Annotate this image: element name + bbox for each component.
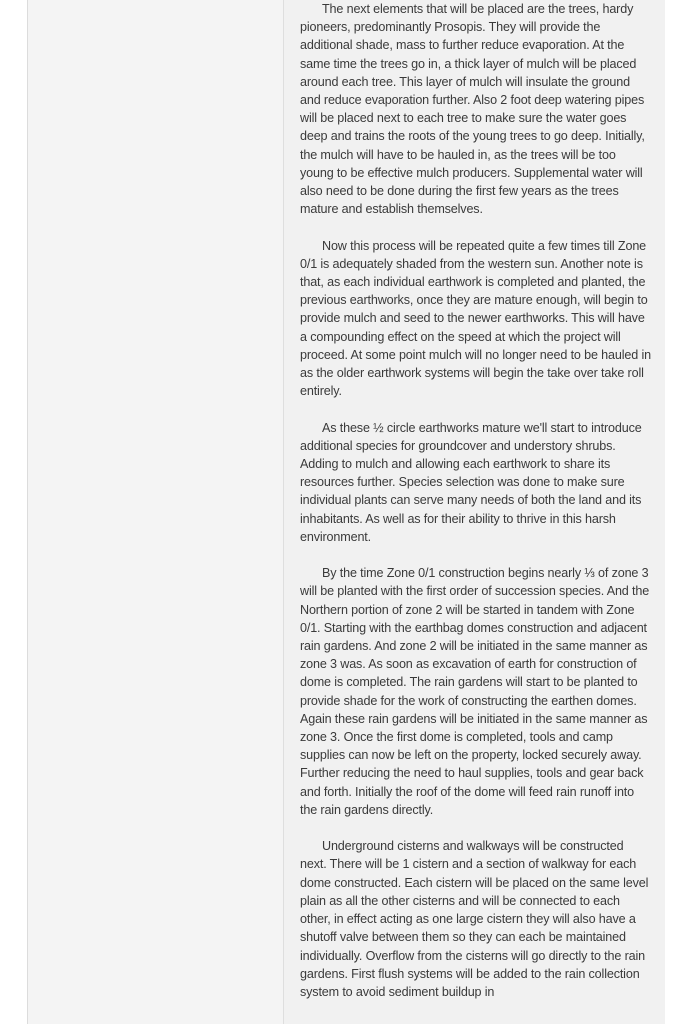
page-container [27, 0, 665, 1024]
paragraph-earthworks-mature: As these ½ circle earthworks mature we'll start to introduce additional species for groundcover and understory shrubs. Adding to mulch and allowing each earthwork to share its resources further. Species selection was done to make sure individual plants can serve many needs of both the land and its inhabitants. As well as for their ability to thrive in this harsh environment. [300, 420, 642, 544]
paragraph-trees: The next elements that will be placed are the trees, hardy pioneers, predominantly Prosopis. They will provide the additional shade, mass to further reduce evaporation. At the same time the trees go in, a thick layer of mulch will be placed around each tree. This layer of mulch will insulate the ground and reduce evaporation further. Also 2 foot deep watering pipes will be placed next to each tree to make sure the water goes deep and trains the roots of the young trees to go deep. Initially, the mulch will have to be hauled in, as the trees will be too young to be effective mulch producers. Supplemental water will also need to be done during the first few years as the trees mature and establish themselves. [300, 2, 645, 217]
sidebar-column [28, 0, 283, 1024]
content-column[interactable] [283, 0, 665, 1024]
paragraph-zone-shading: Now this process will be repeated quite a few times till Zone 0/1 is adequately shaded from the western sun. Another note is that, as each individual earthwork is completed and planted, the previous earthworks, once they are mature enough, will begin to provide mulch and seed to the newer earthworks. This will have a compounding effect on the speed at which the project will proceed. At some point mulch will no longer need to be hauled in as the older earthwork systems will begin the take over take roll entirely. [300, 238, 651, 399]
paragraph-zone-construction: By the time Zone 0/1 construction begins nearly ⅓ of zone 3 will be planted with the first order of succession species. And the Northern portion of zone 2 will be started in tandem with Zone 0/1. Starting with the earthbag domes construction and adjacent rain gardens. And zone 2 will be initiated in the same manner as zone 3 was. As soon as excavation of earth for construction of dome is completed. The rain gardens will start to be planted to provide shade for the work of constructing the earthen domes. Again these rain gardens will be initiated in the same manner as zone 3. Once the first dome is completed, tools and camp supplies can now be left on the property, locked securely away. Further reducing the need to haul supplies, tools and gear back and forth. Initially the roof of the dome will feed rain runoff into the rain gardens directly. [300, 566, 650, 817]
article-body [300, 0, 652, 1019]
paragraph-cisterns: Underground cisterns and walkways will be constructed next. There will be 1 cistern and a section of walkway for each dome constructed. Each cistern will be placed on the same level plain as all the other cisterns and will be connected to each other, in effect acting as one large cistern they will also have a shutoff valve between them so they can each be maintained individually. Overflow from the cisterns will go directly to the rain gardens. First flush systems will be added to the rain collection system to avoid sediment buildup in [300, 839, 649, 999]
